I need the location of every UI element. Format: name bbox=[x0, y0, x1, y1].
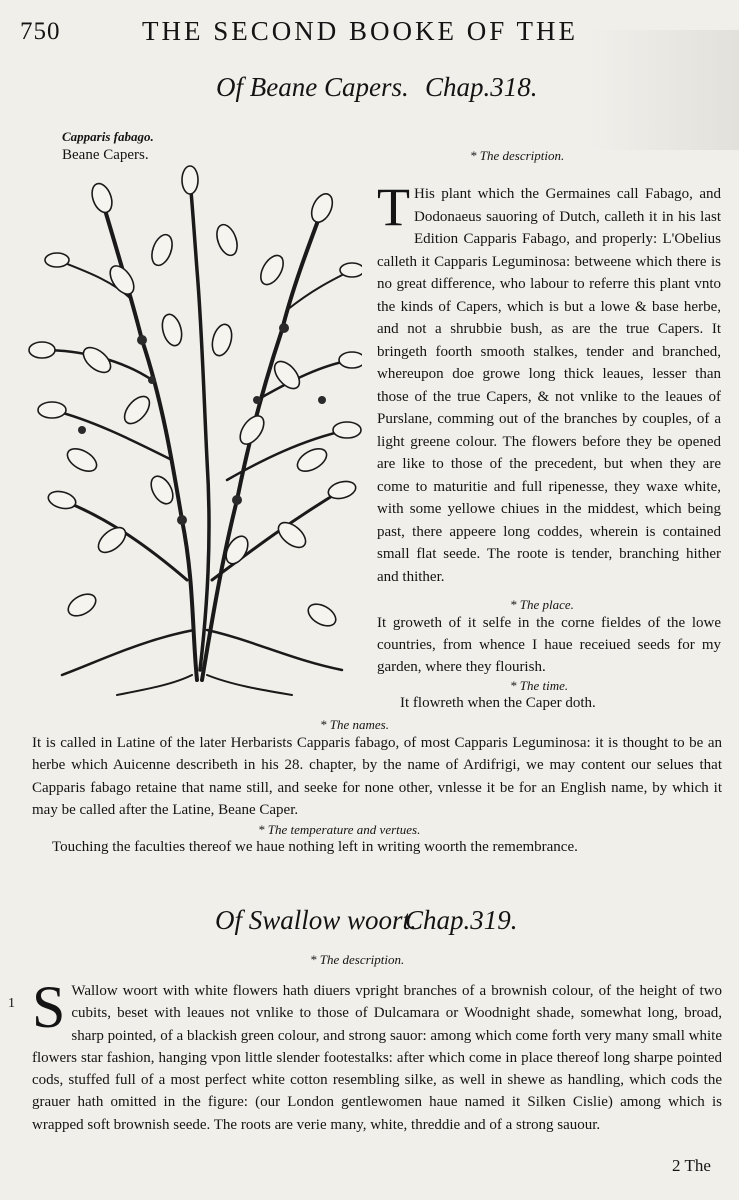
time-heading: * The time. bbox=[510, 678, 569, 693]
beane-capers-woodcut bbox=[22, 160, 362, 705]
running-head: THE SECOND BOOKE OF THE bbox=[142, 16, 579, 46]
catchword: 2 The bbox=[672, 1156, 711, 1175]
chapter-319-description bbox=[32, 974, 722, 1136]
drop-cap-s: S bbox=[32, 974, 66, 1040]
item-number: 1 bbox=[8, 996, 15, 1011]
time-text: It flowreth when the Caper doth. bbox=[400, 695, 596, 711]
caption-latin: Capparis fabago. bbox=[62, 129, 154, 144]
chapter-319-number: Chap.319. bbox=[405, 905, 518, 935]
temperature-heading: * The temperature and vertues. bbox=[258, 822, 421, 837]
names-text: It is called in Latine of the later Herbarists Capparis fabago, of most Capparis Leguminosa: it is thought to be an herbe which Auicenne describeth in his 28. chapter, by the name of Ardifrigi, we may content our selues that Capparis fabago retaine that name still, and seeke for none other, vnlesse it be for an English name, by which it may be called after the Latine, Beane Caper. bbox=[32, 735, 722, 818]
bleed-through-shade bbox=[589, 30, 739, 150]
place-text: It groweth of it selfe in the corne fieldes of the lowe countries, from whence I haue receiued seeds for my garden, where they flourish. bbox=[377, 615, 721, 675]
chapter-318-description bbox=[377, 177, 721, 588]
names-heading: * The names. bbox=[320, 717, 389, 732]
place-heading: * The place. bbox=[510, 597, 574, 612]
chapter-319-description-heading: * The description. bbox=[310, 952, 405, 967]
drop-cap-t: T bbox=[377, 177, 410, 237]
chapter-319-description-text: Wallow woort with white flowers hath diuers vpright branches of a brownish colour, of the height of two cubits, beset with leaues not vnlike to those of Dulcamara or Woodnight shade, somewhat long, broad, sharp pointed, of a blackish green colour, and strong sauor: among which come forth very many small white flowers star fashion, hanging vpon little slender footestalks: after which come in place thereof long sharpe pointed cods, stuffed full of a most perfect white cotton resembling silke, as well in shewe as handling, which cods the grauer hath omitted in the figure: (our London gentlewomen haue named it Silken Cislie) among which is wrapped soft brownish seede. The roots are verie many, white, threddie and of a strong sauour. bbox=[32, 983, 722, 1133]
chapter-318-description-heading: * The description. bbox=[470, 148, 565, 163]
caption-english: Beane Capers. bbox=[62, 147, 149, 163]
chapter-319-title: Of Swallow woort. bbox=[215, 905, 417, 935]
chapter-318-description-text: His plant which the Germaines call Fabago, and Dodonaeus sauoring of Dutch, calleth it in his last Edition Capparis Fabago, and properly: L'Obelius calleth it Capparis Leguminosa: betweene which there is no great difference, who labour to referre this plant vnto the kinds of Capers, which is but a lowe & base herbe, and not a shrubbie bush, as are the true Capers. It bringeth foorth smooth stalkes, tender and branched, whereupon doe growe long thick leaues, lesser than those of the true Capers, & not vnlike to the leaues of Purslane, comming out of the branches by couples, of a light greene colour. The flowers before they be opened are like to those of the precedent, but when they are come to maturitie and full ripenesse, they waxe white, with some yellowe chiues in the middest, which being past, there appeere long coddes, wherein is contained small flat seede. The roote is tender, branching hither and thither. bbox=[377, 186, 721, 585]
page-number: 750 bbox=[20, 18, 61, 45]
chapter-318-title: Of Beane Capers. bbox=[216, 72, 409, 102]
temperature-text: Touching the faculties thereof we haue nothing left in writing woorth the remembrance. bbox=[52, 839, 578, 855]
chapter-318-number: Chap.318. bbox=[425, 72, 538, 102]
illustration-caption bbox=[62, 128, 154, 164]
